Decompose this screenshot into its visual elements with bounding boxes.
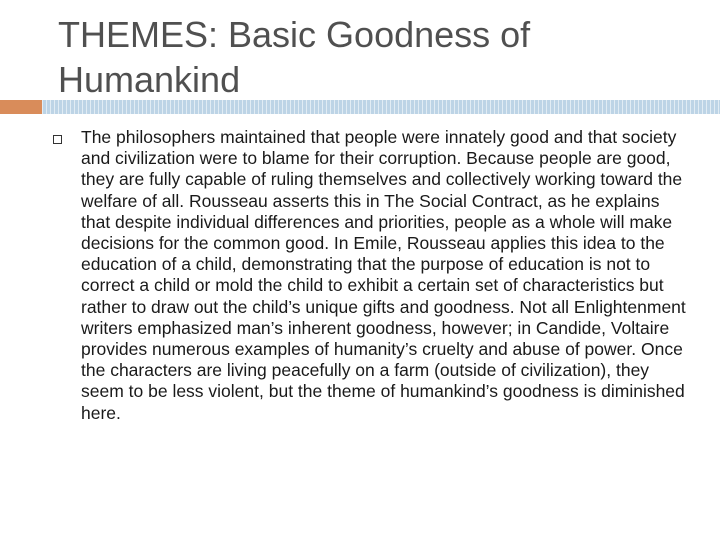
bullet-text: The philosophers maintained that people were innately good and that society and civilization were to blame for their corruption. Because people are good, they are fully capable of ruling themselves and collectively working toward the welfare of all. Rousseau asserts this in The Social Contract, as he explains that despite individual differences and priorities, people as a whole will make decisions for the common good. In Emile, Rousseau applies this idea to the education of a child, demonstrating that the purpose of education is not to correct a child or mold the child to exhibit a certain set of characteristics but rather to draw out the child’s unique gifts and goodness. Not all Enlightenment writers emphasized man’s inherent goodness, however; in Candide, Voltaire provides numerous examples of humanity’s cruelty and abuse of power. Once the characters are living peacefully on a farm (outside of civilization), they seem to be less violent, but the theme of humankind’s goodness is diminished here. [81,127,686,423]
title-underline-accent-blue [42,100,720,114]
slide-title: THEMES: Basic Goodness of Humankind [58,14,531,100]
title-underline-accent-orange [0,100,42,114]
hollow-square-bullet-icon [53,135,62,144]
